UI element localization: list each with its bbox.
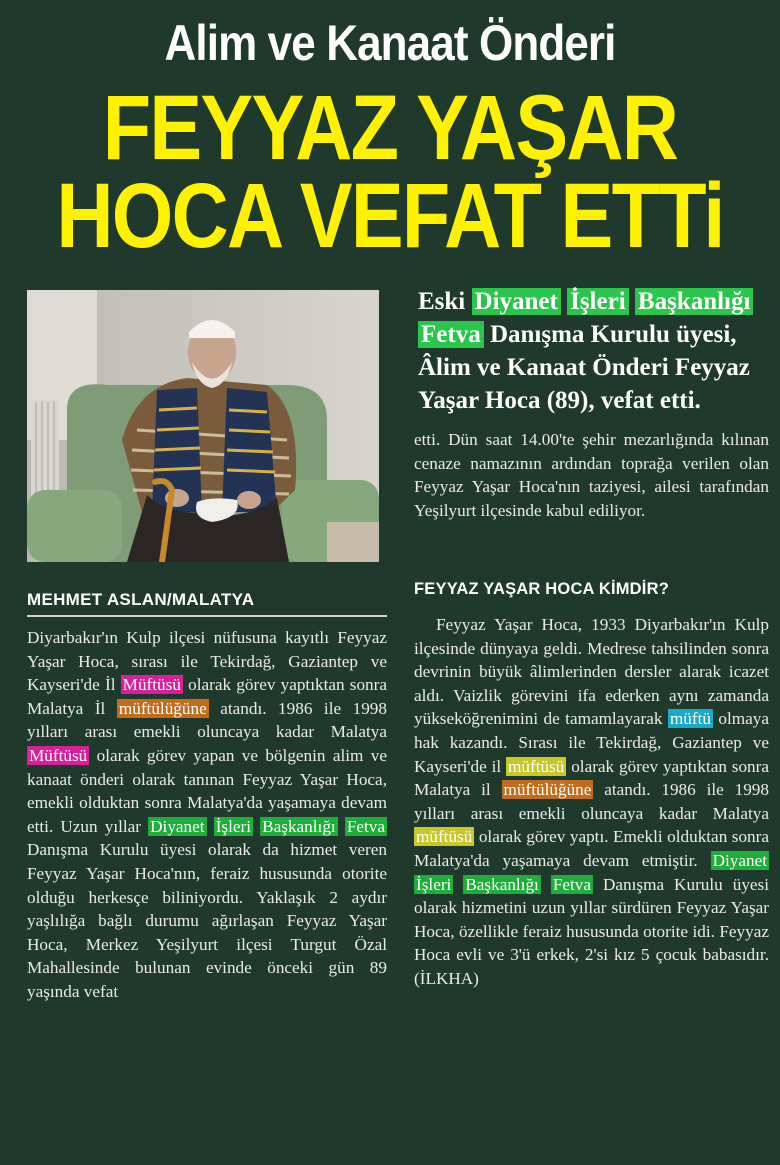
body-text: olarak görev yaptı. Emekli olduktan sonra Malatya'da yaşamaya devam etmiştir. bbox=[414, 827, 769, 870]
lead-highlight: Başkanlığı bbox=[635, 288, 754, 315]
body-text: Feyyaz Yaşar Hoca, 1933 Diyarbakır'ın Kulp ilçesinde dünyaya geldi. Medrese tahsilinden sonra devrinin büyük âlimlerinden dersler alarak icazet aldı. Vaizlik görevini ifa ederken aynı zamanda yükseköğrenimini de tamamlayarak bbox=[414, 615, 769, 729]
lead-text: Danışma Kurulu üyesi, Âlim ve Kanaat Önderi Feyyaz Yaşar Hoca (89), vefat etti. bbox=[418, 321, 750, 414]
lead-paragraph bbox=[418, 285, 758, 417]
highlight: müftülüğüne bbox=[118, 698, 207, 718]
highlight: Fetva bbox=[552, 874, 592, 894]
highlight: müftüsü bbox=[416, 827, 473, 847]
highlight: müftü bbox=[669, 709, 711, 729]
lead-highlight: Fetva bbox=[418, 321, 484, 348]
body-text: atandı. 1986 ile 1998 yılları arası emekli oluncaya kadar Malatya bbox=[27, 698, 387, 742]
lead-highlight: İşleri bbox=[567, 288, 629, 315]
highlight: Diyanet bbox=[712, 850, 767, 870]
highlight: Fetva bbox=[346, 816, 386, 836]
highlight: müftülüğüne bbox=[503, 780, 592, 800]
byline: MEHMET ASLAN/MALATYA bbox=[27, 590, 255, 609]
body-text: olarak görev yaptıktan sonra Malatya il bbox=[414, 756, 769, 800]
portrait-photo bbox=[27, 290, 379, 562]
highlight: Başkanlığı bbox=[262, 816, 336, 836]
right-column-body bbox=[414, 613, 769, 991]
highlight: İşleri bbox=[215, 816, 252, 836]
highlight: Müftüsü bbox=[29, 745, 88, 765]
kicker-title: Alim ve Kanaat Önderi bbox=[164, 15, 616, 71]
body-text: Danışma Kurulu üyesi olarak hizmetini uzun yıllar sürdüren Feyyaz Yaşar Hoca, özellikle feraiz hususunda otorite idi. Feyyaz Hoca evli ve 3'ü erkek, 2'si kız 5 çocuk babasıdır. (İLKHA) bbox=[414, 874, 770, 988]
headline-line-2: HOCA VEFAT ETTi bbox=[56, 165, 724, 267]
body-text: olmaya hak kazandı. Sırası ile Tekirdağ, Gaziantep ve Kayseri'de il bbox=[414, 709, 769, 776]
lead-highlight: Diyanet bbox=[472, 288, 561, 315]
body-text: Danışma Kurulu üyesi olarak da hizmet veren Feyyaz Yaşar Hoca'nın, feraiz hususunda otorite olduğu herkesçe biliniyordu. Yaklaşık 2 aydır yaşlılığa bağlı durumu ağırlaşan Feyyaz Yaşar Hoca, Merkez Yeşilyurt ilçesi Turgut Özal Mahallesinde bulunan evinde önceki gün 89 yaşında vefat bbox=[27, 840, 387, 1001]
highlight: müftüsü bbox=[508, 756, 565, 776]
headline-line-1: FEYYAZ YAŞAR bbox=[102, 77, 678, 179]
byline-divider bbox=[27, 615, 387, 617]
highlight: İşleri bbox=[416, 874, 452, 894]
highlight: Başkanlığı bbox=[465, 874, 539, 894]
body-text: Diyarbakır'ın Kulp ilçesi nüfusuna kayıtlı Feyyaz Yaşar Hoca, sırası ile Tekirdağ, Gaziantep ve Kayseri'de İl bbox=[27, 628, 387, 695]
highlight: Müftüsü bbox=[122, 675, 181, 695]
lead-text: Eski bbox=[418, 288, 472, 315]
section-subheading: FEYYAZ YAŞAR HOCA KİMDİR? bbox=[414, 580, 669, 598]
body-text: olarak görev yapan ve bölgenin alim ve kanaat önderi olarak tanınan Feyyaz Yaşar Hoca, emekli olduktan sonra Malatya'da yaşamaya devam etti. Uzun yıllar bbox=[27, 745, 387, 836]
body-text: olarak görev yaptıktan sonra Malatya İl bbox=[27, 675, 387, 718]
right-column-continuation: etti. Dün saat 14.00'te şehir mezarlığında kılınan cenaze namazının ardından toprağa verilen olan Feyyaz Yaşar Hoca'nın taziyesi, ailesi tarafından Yeşilyurt ilçesinde kabul ediliyor. bbox=[414, 430, 769, 520]
body-text: atandı. 1986 ile 1998 yılları arası emekli oluncaya kadar Malatya bbox=[414, 780, 769, 823]
left-column-body bbox=[27, 626, 387, 1004]
highlight: Diyanet bbox=[150, 816, 205, 836]
portrait-illustration bbox=[27, 290, 379, 562]
